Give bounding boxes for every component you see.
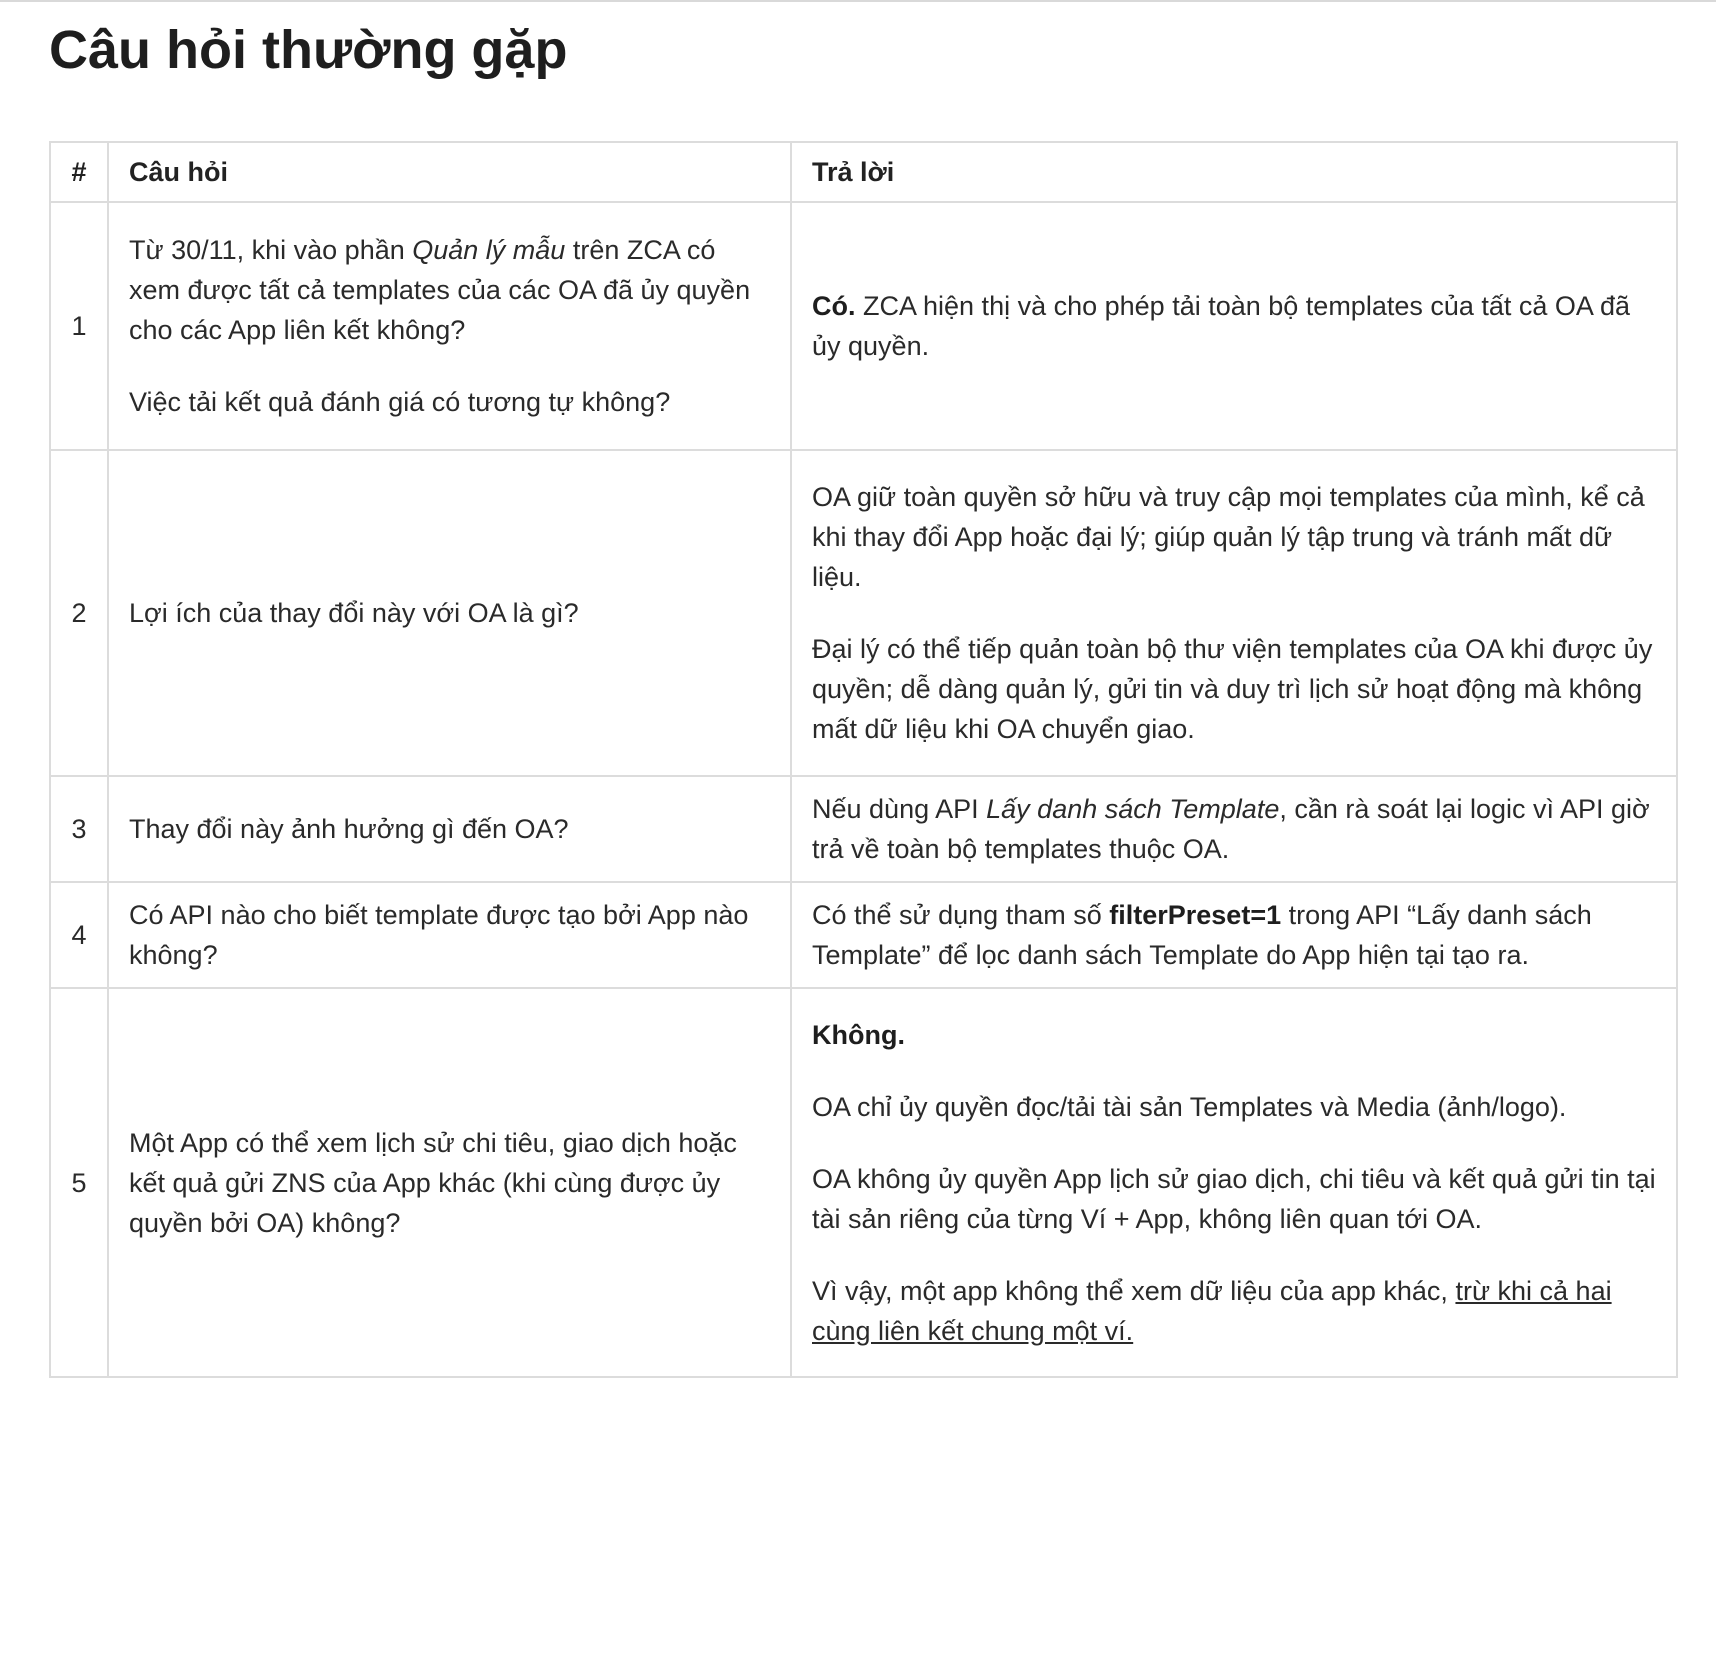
question-text: trên ZCA có xem được tất cả templates của các OA đã ủy quyền cho các App liên kết không? [129,235,751,345]
question-paragraph: Có API nào cho biết template được tạo bởi App nào không? [129,900,749,970]
answer-cell [791,450,1677,776]
header-question: Câu hỏi [108,142,791,202]
table-row [50,776,1677,882]
answer-text: ZCA hiện thị và cho phép tải toàn bộ templates của tất cả OA đã ủy quyền. [812,291,1630,361]
answer-cell [791,988,1677,1377]
table-row [50,450,1677,776]
row-number: 5 [50,988,108,1377]
table-row [50,988,1677,1377]
question-paragraph: Lợi ích của thay đổi này với OA là gì? [129,598,579,628]
row-number: 3 [50,776,108,882]
question-text-italic: Quản lý mẫu [412,235,566,265]
header-answer: Trả lời [791,142,1677,202]
question-paragraph [129,230,770,350]
question-paragraph: Một App có thể xem lịch sử chi tiêu, giao dịch hoặc kết quả gửi ZNS của App khác (khi cùng được ủy quyền bởi OA) không? [129,1127,737,1238]
answer-text-bold: Có. [812,291,856,321]
question-cell [108,882,791,988]
header-number: # [50,142,108,202]
answer-text: , cần rà soát lại logic vì API giờ trả về toàn bộ templates thuộc OA. [812,794,1650,864]
row-number: 4 [50,882,108,988]
answer-paragraph [812,286,1656,366]
faq-table [49,141,1678,1378]
table-row [50,882,1677,988]
answer-paragraph-bold: Không. [812,1019,905,1050]
answer-cell [791,202,1677,450]
answer-text: Nếu dùng API [812,794,987,824]
answer-paragraph: OA không ủy quyền App lịch sử giao dịch, chi tiêu và kết quả gửi tin tại tài sản riêng của từng Ví + App, không liên quan tới OA. [812,1163,1656,1234]
answer-paragraph: OA giữ toàn quyền sở hữu và truy cập mọi templates của mình, kể cả khi thay đổi App hoặc đại lý; giúp quản lý tập trung và tránh mất dữ liệu. [812,482,1645,592]
answer-paragraph [812,895,1656,975]
row-number: 1 [50,202,108,450]
question-paragraph: Việc tải kết quả đánh giá có tương tự không? [129,387,671,417]
answer-cell [791,882,1677,988]
answer-paragraph: Đại lý có thể tiếp quản toàn bộ thư viện templates của OA khi được ủy quyền; dễ dàng quản lý, gửi tin và duy trì lịch sử hoạt động mà không mất dữ liệu khi OA chuyển giao. [812,634,1653,744]
answer-paragraph: OA chỉ ủy quyền đọc/tải tài sản Templates và Media (ảnh/logo). [812,1091,1567,1122]
answer-paragraph [812,1271,1656,1351]
question-text: Từ 30/11, khi vào phần [129,235,413,265]
question-cell [108,988,791,1377]
answer-text-italic: Lấy danh sách Template [986,794,1280,824]
row-number: 2 [50,450,108,776]
answer-text: trong API “Lấy danh sách Template” để lọc danh sách Template do App hiện tại tạo ra. [812,900,1592,970]
table-header-row [50,142,1677,202]
answer-text: Vì vậy, một app không thể xem dữ liệu của app khác, [812,1275,1456,1306]
answer-paragraph [812,789,1656,869]
question-paragraph: Thay đổi này ảnh hưởng gì đến OA? [129,814,569,844]
question-cell [108,450,791,776]
page-title: Câu hỏi thường gặp [49,20,568,80]
answer-text: Có thể sử dụng tham số [812,900,1110,930]
question-cell [108,776,791,882]
answer-cell [791,776,1677,882]
answer-text-underlined: trừ khi cả hai cùng liên kết chung một ví. [812,1275,1612,1346]
answer-text-bold: filterPreset=1 [1109,900,1282,930]
top-divider [0,0,1716,2]
question-cell [108,202,791,450]
table-row [50,202,1677,450]
